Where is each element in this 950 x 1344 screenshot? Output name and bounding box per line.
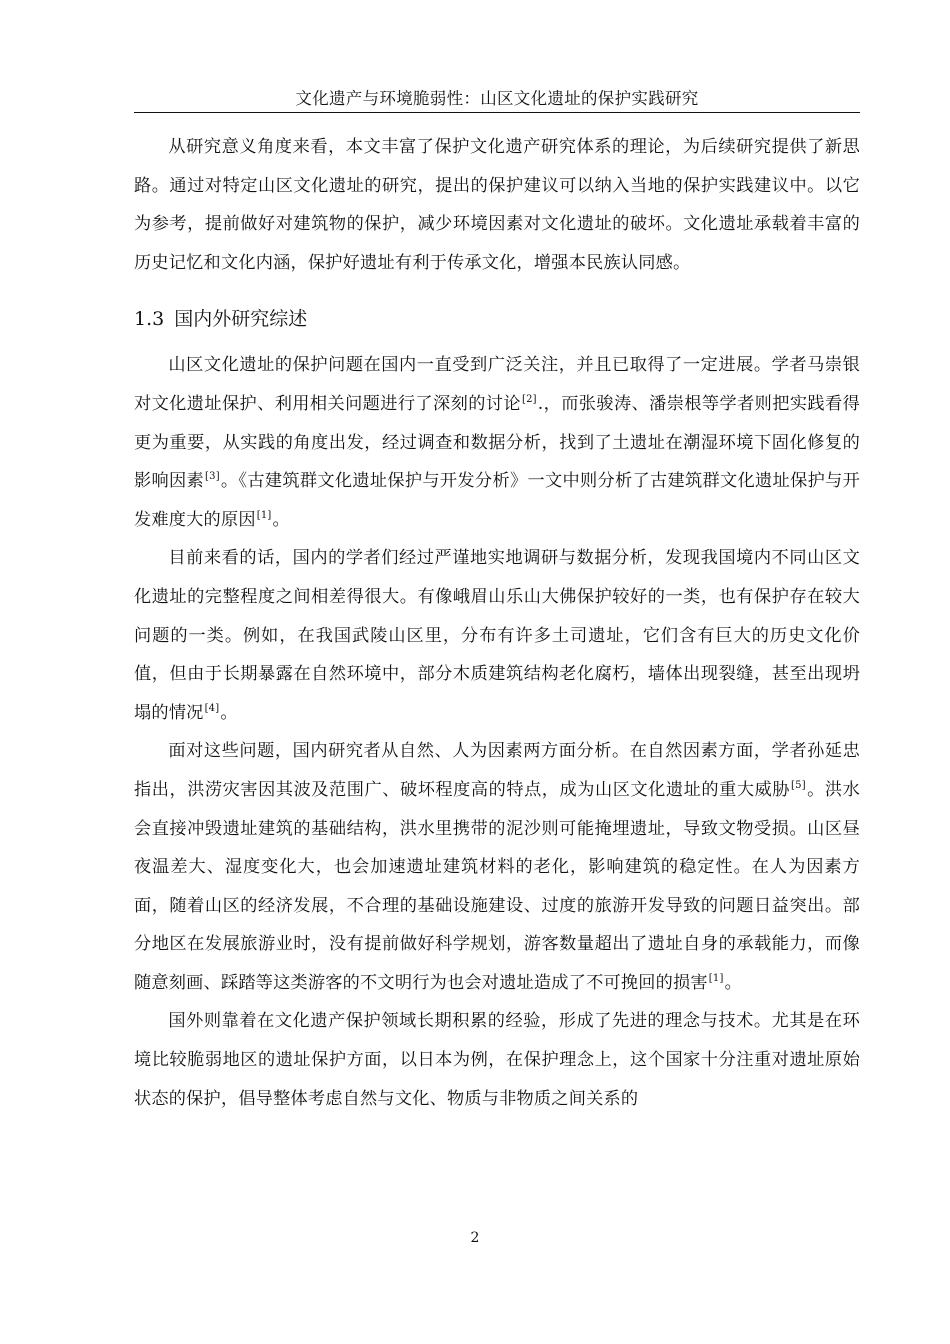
- section-heading: [134, 300, 860, 338]
- paragraph-text: 。: [220, 702, 238, 723]
- paragraph-text: 目前来看的话，国内的学者们经过严谨地实地调研与数据分析，发现我国境内不同山区文化遗址的完整程度之间相差得很大。有像峨眉山乐山大佛保护较好的一类，也有保护存在较大问题的一类。例如，在我国武陵山区里，分布有许多土司遗址，它们含有巨大的历史文化价值，但由于长期暴露在自然环境中，部分木质建筑结构老化腐朽，墙体出现裂缝，甚至出现坍塌的情况: [134, 548, 860, 723]
- paragraph-domestic-progress: [134, 346, 860, 539]
- paragraph-text: 山区文化遗址的保护问题在国内一直受到广泛关注，并且已取得了一定进展。学者马崇银对文化遗址保护、利用相关问题进行了深刻的讨论: [134, 355, 860, 414]
- section-number: 1.3: [134, 308, 165, 331]
- paragraph-text: 。: [724, 972, 742, 993]
- citation-ref: [1]: [256, 509, 272, 521]
- citation-ref: [2]: [521, 393, 537, 405]
- paragraph-text: 。洪水会直接冲毁遗址建筑的基础结构，洪水里携带的泥沙则可能掩埋遗址，导致文物受损。山区昼夜温差大、湿度变化大，也会加速遗址建筑材料的老化，影响建筑的稳定性。在人为因素方面，随着山区的经济发展，不合理的基础设施建设、过度的旅游开发导致的问题日益突出。部分地区在发展旅游业时，没有提前做好科学规划，游客数量超出了遗址自身的承载能力，而像随意刻画、踩踏等这类游客的不文明行为也会对遗址造成了不可挽回的损害: [134, 779, 860, 993]
- paragraph-factor-analysis: [134, 732, 860, 1002]
- body-content: [134, 128, 860, 1118]
- paragraph-text: 。: [272, 509, 290, 530]
- citation-ref: [3]: [205, 471, 220, 483]
- paragraph-text: .，而张骏涛、潘崇根等学者则把实践看得更为重要，从实践的角度出发，经过调查和数据分析，找到了土遗址在潮湿环境下固化修复的影响因素: [134, 393, 861, 492]
- paragraph-text: 。《古建筑群文化遗址保护与开发分析》一文中则分析了古建筑群文化遗址保护与开发难度大的原因: [134, 471, 860, 530]
- paragraph-site-condition: [134, 539, 860, 732]
- citation-ref: [5]: [791, 779, 806, 791]
- paragraph-research-significance: 从研究意义角度来看，本文丰富了保护文化遗产研究体系的理论，为后续研究提供了新思路。通过对特定山区文化遗址的研究，提出的保护建议可以纳入当地的保护实践建议中。以它为参考，提前做好对建筑物的保护，减少环境因素对文化遗址的破坏。文化遗址承载着丰富的历史记忆和文化内涵，保护好遗址有利于传承文化，增强本民族认同感。: [134, 137, 860, 273]
- citation-ref: [1]: [708, 972, 724, 984]
- section-title: 国内外研究综述: [174, 308, 308, 331]
- running-header: 文化遗产与环境脆弱性：山区文化遗址的保护实践研究: [295, 89, 699, 108]
- header-rule: [134, 112, 860, 113]
- paragraph-foreign-research: 国外则靠着在文化遗产保护领域长期积累的经验，形成了先进的理念与技术。尤其是在环境比较脆弱地区的遗址保护方面，以日本为例，在保护理念上，这个国家十分注重对遗址原始状态的保护，倡导整体考虑自然与文化、物质与非物质之间关系的: [134, 1011, 860, 1109]
- page-number: 2: [470, 1230, 480, 1246]
- citation-ref: [4]: [204, 702, 220, 714]
- paragraph-text: 面对这些问题，国内研究者从自然、人为因素两方面分析。在自然因素方面，学者孙延忠指出，洪涝灾害因其波及范围广、破坏程度高的特点，成为山区文化遗址的重大威胁: [134, 741, 860, 800]
